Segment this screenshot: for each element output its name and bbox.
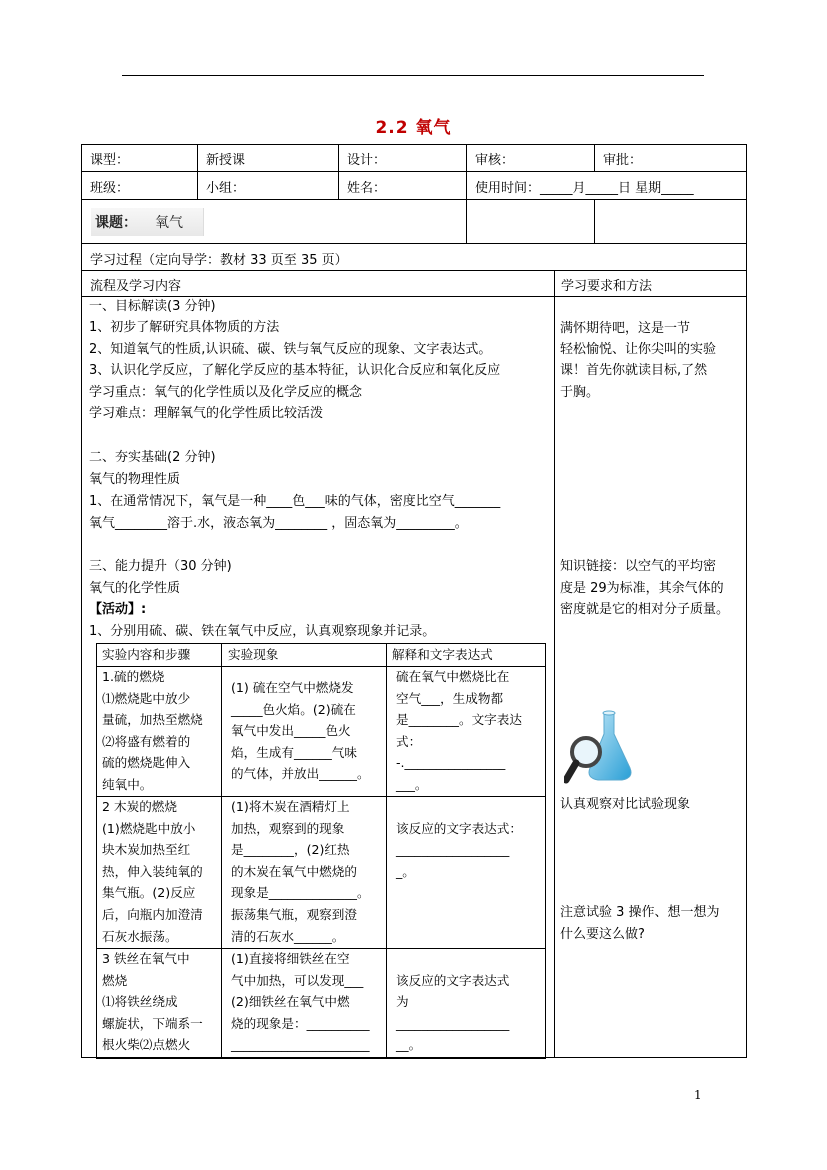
table-text: (1)燃烧匙中放小 xyxy=(102,821,196,836)
table-text: 块木炭加热至红 xyxy=(102,842,191,857)
cell-reviewer xyxy=(466,144,595,172)
table-text: __________________ xyxy=(396,1016,510,1031)
content-line: 二、夯实基础(2 分钟) xyxy=(89,450,216,465)
table-text: (1)将木炭在酒精灯上 xyxy=(231,799,350,814)
table-text: 硫在氧气中燃烧比在 xyxy=(396,669,510,684)
side-note: 什么要这么做? xyxy=(560,927,645,942)
table-text: 审核： xyxy=(475,153,515,168)
cell-name xyxy=(338,171,467,200)
table-text: ⑵将盛有燃着的 xyxy=(102,734,191,749)
table-text: 3 铁丝在氧气中 xyxy=(102,951,190,966)
table-text: 该反应的文字表达式 xyxy=(396,973,510,988)
table-text: 新授课 xyxy=(206,153,246,168)
content-line: 学习重点：氧气的化学性质以及化学反应的概念 xyxy=(89,385,363,400)
table-text: 清的石灰水______。 xyxy=(231,929,345,944)
table-text: 2 木炭的燃烧 xyxy=(102,799,177,814)
content-line: 氧气________溶于.水，液态氧为________ ，固态氧为_________。 xyxy=(89,516,468,531)
table-text: 集气瓶。(2)反应 xyxy=(102,885,196,900)
content-line: 三、能力提升（30 分钟) xyxy=(89,559,232,574)
side-note: 注意试验 3 操作、想一想为 xyxy=(560,905,720,920)
content-line: 1、分别用硫、碳、铁在氧气中反应，认真观察现象并记录。 xyxy=(89,624,436,639)
content-line: 【活动】: xyxy=(89,602,147,617)
table-text: 学习要求和方法 xyxy=(561,279,653,294)
table-text: (1) 硫在空气中燃烧发 xyxy=(231,680,354,695)
table-text: 使用时间：_____月_____日 星期_____ xyxy=(475,181,694,196)
table-text: 为 xyxy=(396,994,409,1009)
table-text: 量硫，加热至燃烧 xyxy=(102,712,203,727)
experiment-table xyxy=(96,643,546,1059)
table-text: 的木炭在氧气中燃烧的 xyxy=(231,864,357,879)
side-note: 满怀期待吧，这是一节 xyxy=(560,321,691,336)
content-line: 氧气的化学性质 xyxy=(89,581,181,596)
cell-approver xyxy=(594,144,747,172)
table-text: 根火柴⑵点燃火 xyxy=(102,1037,191,1052)
table-text: 该反应的文字表达式： xyxy=(396,821,522,836)
table-text: 后，向瓶内加澄清 xyxy=(102,907,203,922)
content-line: 学习难点：理解氧气的化学性质比较活泼 xyxy=(89,406,324,421)
content-line: 3、认识化学反应，了解化学反应的基本特征，认识化合反应和氧化反应 xyxy=(89,363,501,378)
content-line: 一、目标解读(3 分钟) xyxy=(89,299,216,314)
table-text: __________________ xyxy=(396,842,510,857)
side-note: 知识链接：以空气的平均密 xyxy=(560,559,717,574)
content-line: 1、初步了解研究具体物质的方法 xyxy=(89,320,280,335)
table-text: 现象是______________。 xyxy=(231,885,370,900)
table-text: 课型： xyxy=(90,153,130,168)
table-text: 振荡集气瓶，观察到澄 xyxy=(231,907,357,922)
cell-designer xyxy=(338,144,467,172)
table-text: __。 xyxy=(396,1037,422,1052)
page-title: 2.2 氧气 xyxy=(375,118,452,138)
table-text: 烧的现象是：__________ xyxy=(231,1016,370,1031)
table-text: 审批： xyxy=(603,153,643,168)
table-text: ⑴燃烧匙中放少 xyxy=(102,691,191,706)
content-line: 2、知道氧气的性质,认识硫、碳、铁与氧气反应的现象、文字表达式。 xyxy=(89,342,492,357)
table-text: 螺旋状，下端系一 xyxy=(102,1016,203,1031)
side-note: 度是 29为标准，其余气体的 xyxy=(560,581,724,596)
cell-class xyxy=(81,171,198,200)
table-text: (1)直接将细铁丝在空 xyxy=(231,951,350,966)
table-text: 的气体，并放出______。 xyxy=(231,766,370,781)
cell-group xyxy=(197,171,339,200)
cell-blank-1 xyxy=(466,199,595,244)
table-text: 流程及学习内容 xyxy=(90,279,182,294)
topic-label: 课题： xyxy=(95,215,137,231)
table-text: ______________________ xyxy=(231,1037,370,1052)
cell-col-left xyxy=(81,270,555,297)
cell-process xyxy=(81,243,747,271)
cell-blank-2 xyxy=(594,199,747,244)
magnifier-flask-icon xyxy=(564,710,634,790)
table-text: 气中加热，可以发现___ xyxy=(231,973,364,988)
header-rule xyxy=(122,75,704,76)
table-text: 是________。文字表达 xyxy=(396,712,522,727)
table-text: 设计： xyxy=(347,153,387,168)
lesson-table xyxy=(81,144,747,1058)
exp-header: 实验内容和步骤 xyxy=(102,647,191,662)
cell-col-right xyxy=(554,270,747,297)
table-text: 纯氧中。 xyxy=(102,777,153,792)
exp-header: 实验现象 xyxy=(228,647,279,662)
table-text: 热，伸入装纯氧的 xyxy=(102,864,203,879)
table-text: 石灰水振荡。 xyxy=(102,929,178,944)
side-note: 认真观察对比试验现象 xyxy=(560,797,691,812)
table-text: 硫的燃烧匙伸入 xyxy=(102,755,191,770)
table-text: 学习过程（定向导学：教材 33 页至 35 页） xyxy=(90,253,348,268)
table-text: 是________，(2)红热 xyxy=(231,842,350,857)
topic-value: 氧气 xyxy=(155,215,183,231)
cell-use-time xyxy=(466,171,747,200)
table-text: 式： xyxy=(396,734,422,749)
cell-lesson-type-value xyxy=(197,144,339,172)
table-text: 空气___，生成物都 xyxy=(396,691,504,706)
side-note: 密度就是它的相对分子质量。 xyxy=(560,602,730,617)
exp-header: 解释和文字表达式 xyxy=(392,647,493,662)
table-text: 姓名： xyxy=(347,181,387,196)
table-text: 氧气中发出_____色火 xyxy=(231,723,351,738)
side-note: 于胸。 xyxy=(560,385,600,400)
table-text: 燃烧 xyxy=(102,973,128,988)
table-text: 小组： xyxy=(206,181,246,196)
content-line: 氧气的物理性质 xyxy=(89,472,181,487)
cell-lesson-type xyxy=(81,144,198,172)
page-number: 1 xyxy=(694,1088,702,1102)
table-text: (2)细铁丝在氧气中燃 xyxy=(231,994,350,1009)
table-text: 班级： xyxy=(90,181,130,196)
table-text: _____色火焰。(2)硫在 xyxy=(231,702,356,717)
side-note: 轻松愉悦、让你尖叫的实验 xyxy=(560,342,717,357)
table-text: -.________________ xyxy=(396,755,506,770)
side-note: 课！首先你就读目标,了然 xyxy=(560,363,708,378)
table-text: 加热，观察到的现象 xyxy=(231,821,345,836)
content-line: 1、在通常情况下，氧气是一种____色___味的气体，密度比空气_______ xyxy=(89,494,501,509)
table-text: 焰，生成有______气味 xyxy=(231,745,357,760)
table-text: ___。 xyxy=(396,777,428,792)
table-text: _。 xyxy=(396,864,415,879)
table-text: 1.硫的燃烧 xyxy=(102,669,165,684)
table-text: ⑴将铁丝绕成 xyxy=(102,994,178,1009)
